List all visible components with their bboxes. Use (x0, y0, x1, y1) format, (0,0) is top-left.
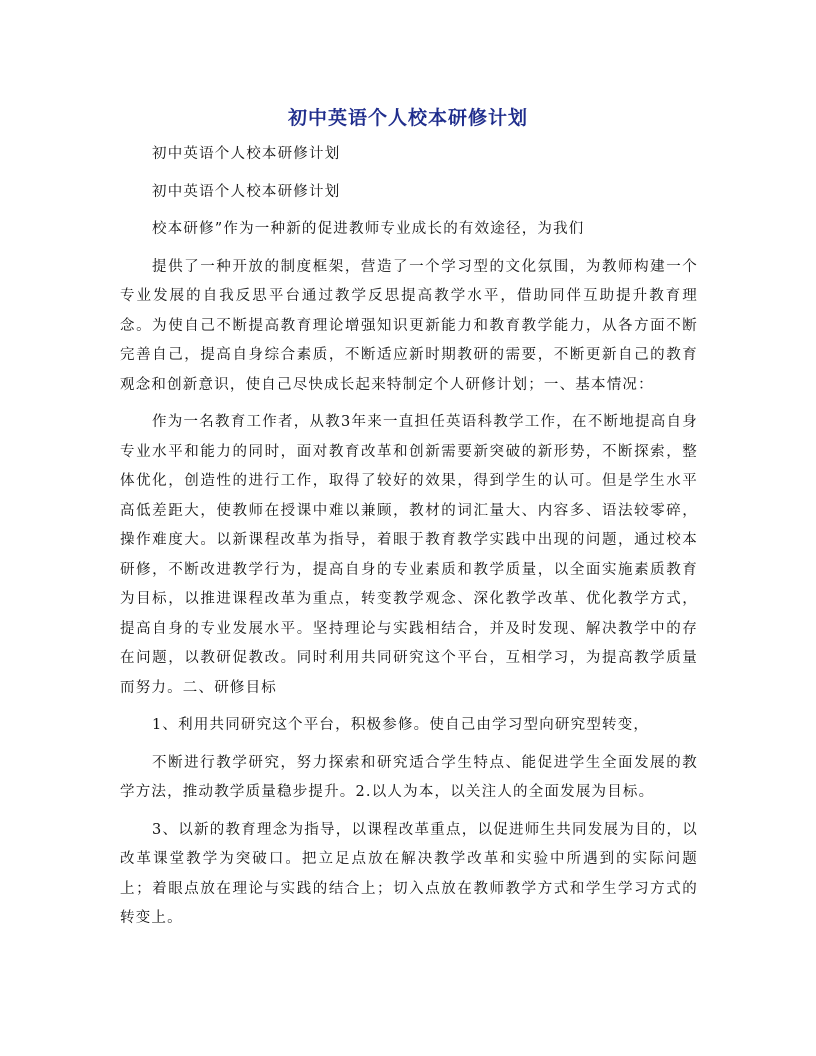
paragraph: 不断进行教学研究，努力探索和研究适合学生特点、能促进学生全面发展的教学方法，推动教学质量稳步提升。2.以人为本，以关注人的全面发展为目标。 (120, 754, 698, 800)
paragraph: 初中英语个人校本研修计划 (152, 146, 341, 162)
paragraph: 提供了一种开放的制度框架，营造了一个学习型的文化氛围，为教师构建一个专业发展的自我反思平台通过教学反思提高教学水平，借助同伴互助提升教育理念。为使自己不断提高教育理论增强知识更新能力和教育教学能力，从各方面不断完善自己，提高自身综合素质，不断适应新时期教研的需要，不断更新自己的教育观念和创新意识，使自己尽快成长起来特制定个人研修计划；一、基本情况： (120, 258, 698, 393)
paragraph: 校本研修”作为一种新的促进教师专业成长的有效途径，为我们 (152, 221, 585, 237)
document-title: 初中英语个人校本研修计划 (287, 107, 528, 129)
paragraph: 1、利用共同研究这个平台，积极参修。使自己由学习型向研究型转变， (152, 717, 650, 733)
document-body (120, 140, 698, 942)
paragraph: 作为一名教育工作者，从教3年来一直担任英语科教学工作，在不断地提高自身专业水平和能力的同时，面对教育改革和创新需要新突破的新形势，不断探索，整体优化，创造性的进行工作，取得了较好的效果，得到学生的认可。但是学生水平高低差距大，使教师在授课中难以兼顾，教材的词汇量大、内容多、语法较零碎，操作难度大。以新课程改革为指导，着眼于教育教学实践中出现的问题，通过校本研修，不断改进教学行为，提高自身的专业素质和教学质量，以全面实施素质教育为目标，以推进课程改革为重点，转变教学观念、深化教学改革、优化教学方式，提高自身的专业发展水平。坚持理论与实践相结合，并及时发现、解决教学中的存在问题，以教研促教改。同时利用共同研究这个平台，互相学习，为提高教学质量而努力。二、研修目标 (120, 414, 698, 696)
paragraph: 初中英语个人校本研修计划 (152, 183, 341, 200)
paragraph: 3、以新的教育理念为指导，以课程改革重点，以促进师生共同发展为目的，以改革课堂教学为突破口。把立足点放在解决教学改革和实验中所遇到的实际问题上；着眼点放在理论与实践的结合上；切入点放在教师教学方式和学生学习方式的转变上。 (120, 821, 698, 926)
